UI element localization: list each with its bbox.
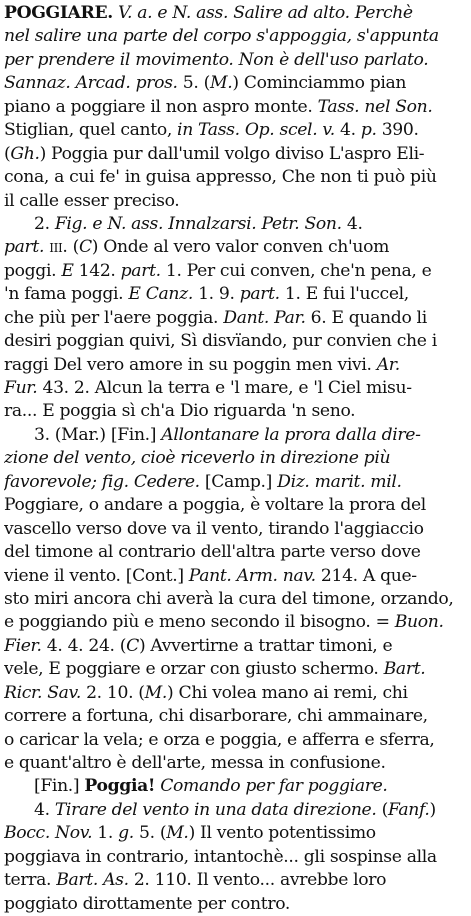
entry-line: Fur. 43. 2. Alcun la terra e 'l mare, e 'l Ciel misu-	[4, 378, 412, 398]
entry-line: [Fin.] Poggia! Comando per far poggiare.	[34, 776, 388, 797]
dictionary-entry	[4, 2, 467, 916]
entry-line: Ricr. Sav. 2. 10. (M.) Chi volea mano ai remi, chi	[4, 682, 408, 703]
entry-line: 'n fama poggi. E Canz. 1. 9. part. 1. E fui l'uccel,	[4, 284, 409, 305]
entry-line: vascello verso dove va il vento, tirando l'aggiaccio	[4, 518, 424, 539]
entry-line: piano a poggiare il non aspro monte. Tass. nel Son.	[4, 96, 433, 117]
entry-line: che più per l'aere poggia. Dant. Par. 6. E quando li	[4, 307, 427, 328]
entry-line: terra. Bart. As. 2. 110. Il vento... avrebbe loro	[4, 870, 387, 891]
entry-line: del timone al contrario dell'altra parte verso dove	[4, 542, 421, 563]
entry-line: o caricar la vela; e orza e poggia, e afferra e sferra,	[4, 729, 435, 750]
entry-line: cona, a cui fe' in guisa appresso, Che non ti può più	[4, 167, 437, 188]
entry-line: e quant'altro è dell'arte, messa in confusione.	[4, 753, 386, 773]
entry-line: 3. (Mar.) [Fin.] Allontanare la prora dalla dire-	[34, 424, 421, 445]
entry-line: nel salire una parte del corpo s'appoggia, s'appunta	[4, 26, 439, 47]
entry-line: favorevole; fig. Cedere. [Camp.] Diz. marit. mil.	[4, 471, 402, 492]
entry-line: per prendere il movimento. Non è dell'uso parlato.	[4, 49, 429, 70]
entry-line: 2. Fig. e N. ass. Innalzarsi. Petr. Son. 4.	[34, 213, 363, 234]
entry-line: sto miri ancora chi averà la cura del timone, orzando,	[4, 588, 454, 609]
entry-line: correre a fortuna, chi disarborare, chi ammainare,	[4, 706, 428, 727]
entry-line: POGGIARE. V. a. e N. ass. Salire ad alto. Perchè	[4, 3, 413, 23]
entry-line: poggiato dirottamente per contro.	[4, 893, 291, 914]
entry-line: e poggiando più e meno secondo il bisogno. = Buon.	[4, 612, 444, 633]
entry-line: Sannaz. Arcad. pros. 5. (M.) Cominciammo pian	[4, 73, 407, 94]
entry-line: vele, E poggiare e orzar con giusto schermo. Bart.	[4, 659, 426, 680]
entry-line: ra... E poggia sì ch'a Dio riguarda 'n seno.	[4, 401, 356, 422]
entry-line: 4. Tirare del vento in una data direzione. (Fanf.)	[34, 799, 436, 820]
entry-line: il calle esser preciso.	[4, 190, 180, 211]
entry-line: zione del vento, cioè riceverlo in direzione più	[4, 448, 391, 469]
entry-line: part. iii. (C) Onde al vero valor conven ch'uom	[4, 237, 390, 258]
entry-line: Stiglian, quel canto, in Tass. Op. scel. v. 4. p. 390.	[4, 120, 419, 141]
entry-line: poggiava in contrario, intantochè... gli sospinse alla	[4, 846, 437, 867]
entry-line: raggi Del vero amore in su poggin men vivi. Ar.	[4, 354, 400, 375]
entry-line: Fier. 4. 4. 24. (C) Avvertirne a trattar timoni, e	[4, 635, 393, 656]
entry-line: poggi. E 142. part. 1. Per cui conven, che'n pena, e	[4, 260, 432, 281]
entry-line: Poggiare, o andare a poggia, è voltare la prora del	[4, 495, 426, 516]
entry-line: Bocc. Nov. 1. g. 5. (M.) Il vento potentissimo	[4, 823, 376, 844]
entry-line: (Gh.) Poggia pur dall'umil volgo diviso L'aspro Eli-	[4, 143, 425, 164]
entry-line: viene il vento. [Cont.] Pant. Arm. nav. 214. A que-	[4, 565, 417, 586]
entry-line: desiri poggian quivi, Sì disvïando, pur convien che i	[4, 331, 437, 352]
